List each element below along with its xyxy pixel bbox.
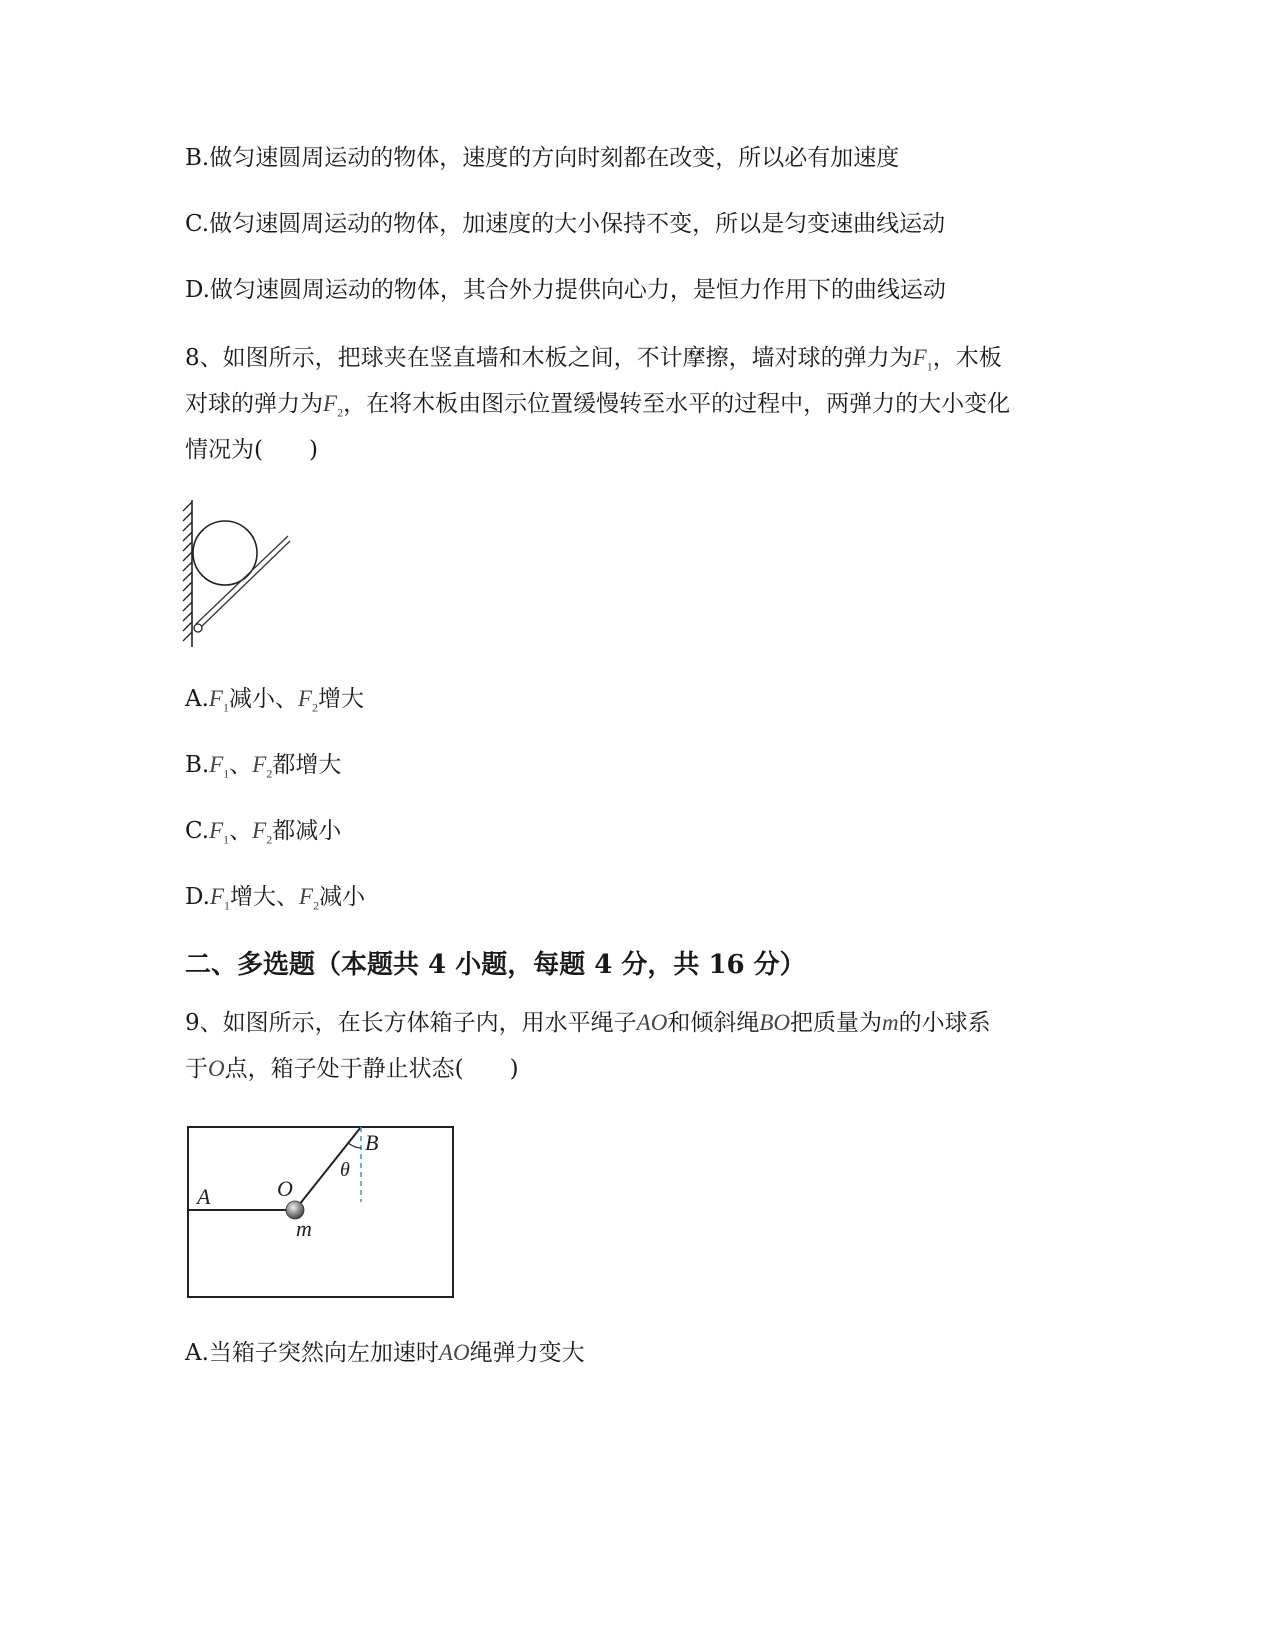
q7-option-d: D.做匀速圆周运动的物体，其合外力提供向心力，是恒力作用下的曲线运动 xyxy=(185,277,946,303)
hinge xyxy=(194,624,202,632)
q9-stem-line1: 9、如图所示，在长方体箱子内，用水平绳子AO和倾斜绳BO把质量为m的小球系 xyxy=(185,1010,991,1036)
q8-option-a: $A.F_1$减小、$F_2$增大 xyxy=(185,686,365,715)
label-a: A xyxy=(197,1184,211,1209)
wall-hatching xyxy=(183,502,192,641)
label-o: O xyxy=(277,1176,293,1201)
q9-stem-line2: 于O点，箱子处于静止状态( ) xyxy=(185,1056,519,1082)
label-b: B xyxy=(365,1130,379,1155)
q8-stem-line1: 8、如图所示，把球夹在竖直墙和木板之间，不计摩擦，墙对球的弹力为$F_1$，木板 xyxy=(185,345,1002,374)
section-heading: 二、多选题（本题共 4 小题，每题 4 分，共 16 分） xyxy=(185,950,806,980)
label-theta: θ xyxy=(340,1159,350,1181)
f1-symbol: $F_1$ xyxy=(912,345,933,374)
theta-arc xyxy=(348,1143,361,1148)
q8-stem-line2: 对球的弹力为$F_2$，在将木板由图示位置缓慢转至水平的过程中，两弹力的大小变化 xyxy=(185,391,1011,420)
q7-option-c: C.做匀速圆周运动的物体，加速度的大小保持不变，所以是匀变速曲线运动 xyxy=(185,211,946,237)
q7-option-b: B.做匀速圆周运动的物体，速度的方向时刻都在改变，所以必有加速度 xyxy=(185,145,900,171)
box-outline xyxy=(188,1127,453,1297)
rope-bo xyxy=(295,1127,361,1210)
q8-option-c: $C.F_1$、$F_2$都减小 xyxy=(185,818,342,847)
q8-option-d: $D.F_1$增大、$F_2$减小 xyxy=(185,884,366,913)
q8-figure-ball-wall-board xyxy=(178,500,293,650)
label-m: m xyxy=(296,1216,312,1241)
q9-figure-box xyxy=(185,1120,460,1305)
q8-stem-line3: 情况为( ) xyxy=(185,437,318,463)
q9-option-a: A.当箱子突然向左加速时AO绳弹力变大 xyxy=(185,1340,585,1366)
q8-option-b: $B.F_1$、$F_2$都增大 xyxy=(185,752,342,781)
f2-symbol: $F_2$ xyxy=(323,391,344,420)
